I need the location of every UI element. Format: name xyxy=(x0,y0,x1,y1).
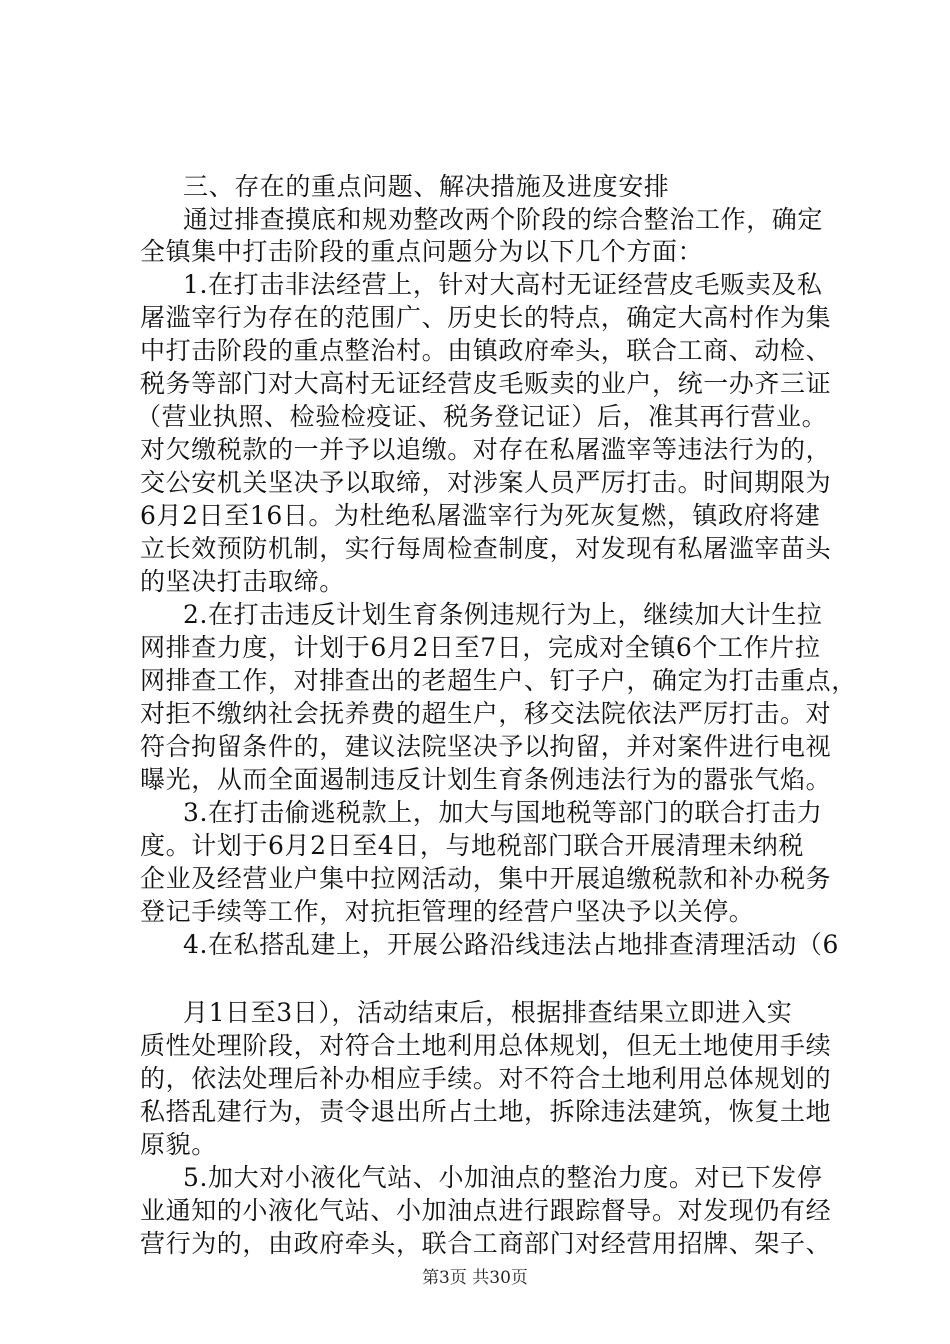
paragraph-line: 私搭乱建行为，责令退出所占土地，拆除违法建筑，恢复土地 xyxy=(140,1097,832,1126)
paragraph-line: 网排查工作，对排查出的老超生户、钉子户，确定为打击重点， xyxy=(140,666,857,695)
paragraph-line: 立长效预防机制，实行每周检查制度，对发现有私屠滥宰苗头 xyxy=(140,534,832,563)
paragraph-line: 对拒不缴纳社会抚养费的超生户，移交法院依法严厉打击。对 xyxy=(140,699,832,728)
paragraph-line: 营行为的，由政府牵头，联合工商部门对经营用招牌、架子、 xyxy=(140,1229,832,1258)
paragraph-line: （营业执照、检验检疫证、税务登记证）后，准其再行营业。 xyxy=(136,402,828,431)
paragraph-line: 2.在打击违反计划生育条例违规行为上，继续加大计生拉 xyxy=(183,600,823,629)
paragraph-line: 符合拘留条件的，建议法院坚决予以拘留，并对案件进行电视 xyxy=(140,732,832,761)
paragraph-line: 网排查力度，计划于6月2日至7日，完成对全镇6个工作片拉 xyxy=(140,633,821,662)
paragraph-line: 企业及经营业户集中拉网活动，集中开展追缴税款和补办税务 xyxy=(140,864,832,893)
paragraph-line: 税务等部门对大高村无证经营皮毛贩卖的业户，统一办齐三证 xyxy=(140,369,832,398)
page-footer: 第3页 共30页 xyxy=(422,1268,528,1288)
paragraph-line: 1.在打击非法经营上，针对大高村无证经营皮毛贩卖及私 xyxy=(183,270,823,299)
paragraph-line: 业通知的小液化气站、小加油点进行跟踪督导。对发现仍有经 xyxy=(140,1196,832,1225)
paragraph-line: 曝光，从而全面遏制违反计划生育条例违法行为的嚣张气焰。 xyxy=(140,765,832,794)
paragraph-line: 质性处理阶段，对符合土地利用总体规划，但无土地使用手续 xyxy=(140,1031,832,1060)
paragraph-line: 6月2日至16日。为杜绝私屠滥宰行为死灰复燃，镇政府将建 xyxy=(140,501,821,530)
paragraph-line: 原貌。 xyxy=(140,1130,217,1159)
paragraph-line: 4.在私搭乱建上，开展公路沿线违法占地排查清理活动（6 xyxy=(183,930,839,959)
paragraph-line: 3.在打击偷逃税款上，加大与国地税等部门的联合打击力 xyxy=(183,798,823,827)
paragraph-line: 5.加大对小液化气站、小加油点的整治力度。对已下发停 xyxy=(183,1163,823,1192)
paragraph-line: 对欠缴税款的一并予以追缴。对存在私屠滥宰等违法行为的， xyxy=(140,435,832,464)
paragraph-line: 屠滥宰行为存在的范围广、历史长的特点，确定大高村作为集 xyxy=(140,303,832,332)
paragraph-line: 交公安机关坚决予以取缔，对涉案人员严厉打击。时间期限为 xyxy=(140,468,832,497)
paragraph-line: 的坚决打击取缔。 xyxy=(140,567,345,596)
section-heading: 三、存在的重点问题、解决措施及进度安排 xyxy=(183,172,670,201)
paragraph-line: 中打击阶段的重点整治村。由镇政府牵头，联合工商、动检、 xyxy=(140,336,832,365)
paragraph-line: 登记手续等工作，对抗拒管理的经营户坚决予以关停。 xyxy=(140,897,755,926)
paragraph-line: 的，依法处理后补办相应手续。对不符合土地利用总体规划的 xyxy=(140,1064,832,1093)
paragraph-line: 通过排查摸底和规劝整改两个阶段的综合整治工作，确定 xyxy=(183,205,824,234)
paragraph-line: 度。计划于6月2日至4日，与地税部门联合开展清理未纳税 xyxy=(140,831,804,860)
paragraph-line: 全镇集中打击阶段的重点问题分为以下几个方面： xyxy=(140,237,704,266)
paragraph-line: 月1日至3日），活动结束后，根据排查结果立即进入实 xyxy=(183,998,793,1027)
